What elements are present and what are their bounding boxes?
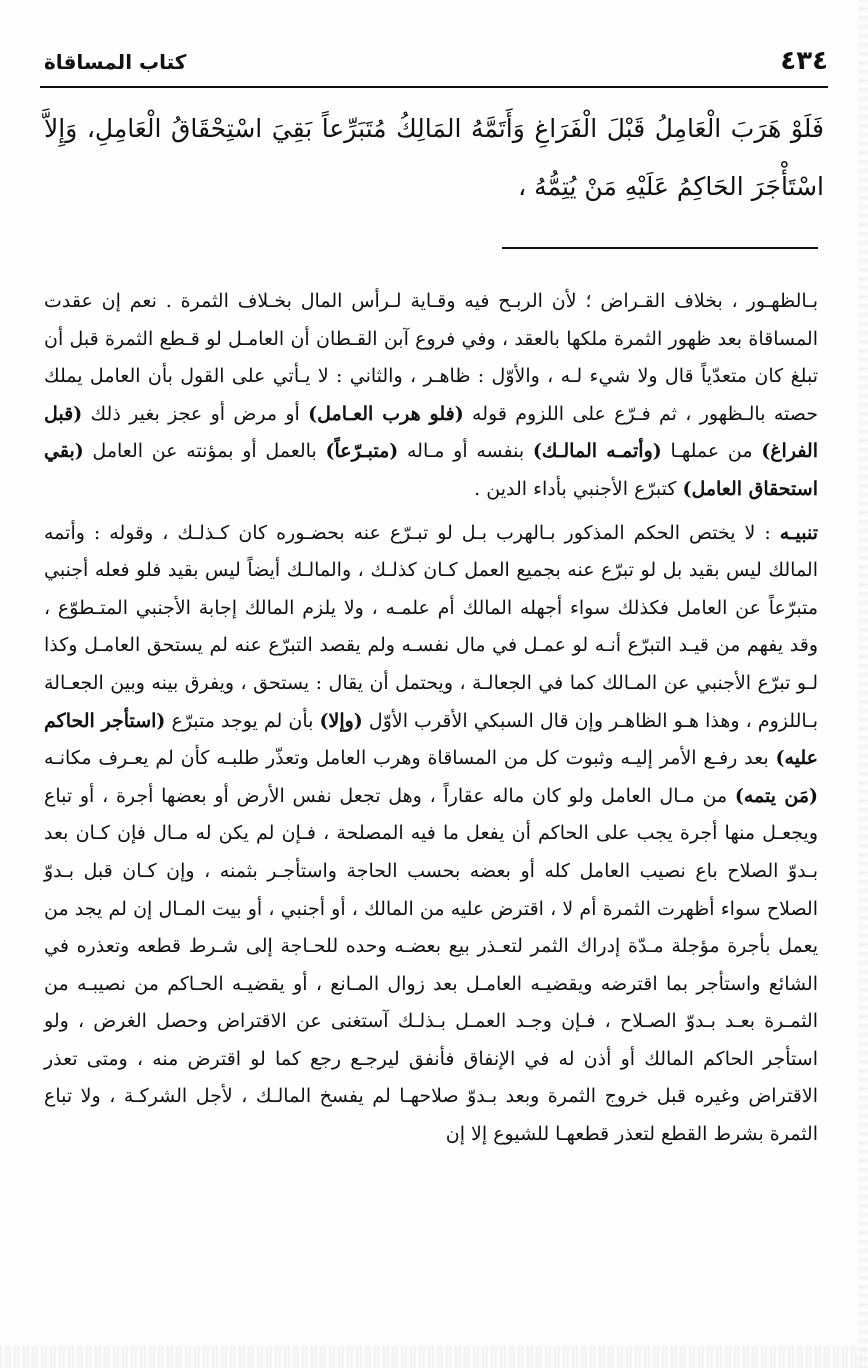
commentary-text: من عملهـا — [661, 440, 762, 463]
commentary-text: بعد رفـع الأمر إليـه وثبوت كل من المساقاة وهرب العامل وتعذّر طلبـه كأن لم يعـرف مكانـه — [44, 747, 776, 770]
quoted-matn-phrase: (وأتمـه المالـك) — [532, 440, 662, 463]
commentary-text: بأن لم يوجد متبرّع — [165, 709, 320, 732]
commentary-paragraph — [44, 283, 818, 509]
header-rule — [40, 86, 828, 88]
quoted-matn-phrase: (استأجر الحاكم عليه) — [44, 709, 818, 770]
scan-bottom-edge — [0, 1346, 868, 1368]
quoted-matn-phrase: (فلو هرب العـامل) — [308, 402, 464, 425]
quoted-matn-phrase: (متبـرّعاً) — [325, 440, 399, 463]
page-header — [40, 42, 828, 88]
footnote-divider — [502, 247, 818, 249]
quoted-matn-phrase: تنبيـه — [779, 521, 818, 544]
quoted-matn-phrase: (مَن يتمه) — [734, 784, 818, 807]
quoted-matn-phrase: (بقي استحقاق العامل) — [44, 440, 818, 500]
sharh-commentary — [44, 283, 818, 1154]
quoted-matn-phrase: (وإلا) — [319, 709, 363, 732]
quoted-matn-phrase: (قبل الفراغ) — [44, 402, 819, 463]
page-number: ٤٣٤ — [780, 46, 828, 76]
commentary-text: بـالظهـور ، بخلاف القـراض ؛ لأن الربـح فيه وقـاية لـرأس المال بخـلاف الثمرة . نعم إن عقدت المساقاة بعد ظهور الثمرة ملكها بالعقد ، وفي فروع آبن القـطان أن العامـل لو قـطع الثمرة قبل أن تبلغ كان متعدّياً قال ولا شيء لـه ، والأوّل : ظاهـر ، والثاني : لا يـأتي على القول بأن العامل يملك حصته بالـظهور ، ثم فـرّع على اللزوم قوله — [44, 290, 818, 425]
running-title: كتاب المساقاة — [44, 50, 187, 74]
commentary-text: بالعمل أو بمؤنته عن العامل — [83, 440, 326, 463]
commentary-text: : لا يختص الحكم المذكور بـالهرب بـل لو تبـرّع عنه بحضـوره كان كـذلـك ، وقوله : وأتمه المالك ليس بقيد بل لو تبرّع عنه بجميع العمل كـان كذلـك ، والمالـك أيضاً ليس بقيد فلو فعله أجنبي متبرّعاً عن العامل فكذلك سواء أجهله المالك أم علمـه ، ولا يلزم المالك إجابة الأجنبي المتـطوّع ، وقد يفهم من قيـد التبرّع أنـه لو عمـل في مال نفسـه ولم يقصد التبرّع عنه لم يستحق العامـل وكذا لـو تبرّع الأجنبي عن المـالك كما في الجعالـة ، ويحتمل أن يقال : يستحق ، ويفرق بينه وبين الجعـالة بـاللزوم ، وهذا هـو الظاهـر وإن قال السبكي الأقرب الأوّل — [44, 521, 819, 732]
matn-text: فَلَوْ هَرَبَ الْعَامِلُ قَبْلَ الْفَرَاغِ وَأَتَمَّهُ المَالِكُ مُتَبَرِّعاً بَقِيَ اسْتِحْقَاقُ الْعَامِلِ، وَإِلاَّ اسْتَأْجَرَ الحَاكِمُ عَلَيْهِ مَنْ يُتِمُّهُ ، — [44, 114, 824, 201]
commentary-text: كتبرّع الأجنبي بأداء الدين . — [474, 477, 683, 500]
scan-right-edge — [858, 0, 868, 1368]
commentary-text: بنفسه أو مـاله — [398, 440, 533, 463]
commentary-text: من مـال العامل ولو كان ماله عقاراً ، وهل تجعل نفس الأرض أو بعضها أجرة ، أو تباع ويجعـل منها أجرة يجب على الحاكم أن يفعل ما فيه المصلحة ، فـإن لم يكن له مـال فإن كـان بعد بـدوّ الصلاح باع نصيب العامل كله أو بعضه بحسب الحاجة واستأجـر بثمنه ، وإن كـان قبل بـدوّ الصلاح سواء أظهرت الثمرة أم لا ، اقترض عليه من المالك ، أو أجنبي ، أو بيت المـال إن لم يجد من يعمل بأجرة مؤجلة مـدّة إدراك الثمر لتعـذر بيع بعضـه وحده للحـاجة إلى شـرط قطعه وتعذره في الشائع واستأجر بما اقترضه ويقضيـه العامـل بعد زوال المـانع ، أو يقضيـه الحـاكم من نصيبـه من الثمـرة بعـد بـدوّ الصـلاح ، فـإن وجـد العمـل بـذلـك آستغنى عن الاقتراض وحصل الغرض ، ولو استأجر الحاكم المالك أو أذن له في الإنفاق فأنفق ليرجـع رجع كما لو اقترض منه ، ومتى تعذر الاقتراض وغيره قبل خروج الثمرة وبعد بـدوّ صلاحهـا لم يفسخ المالـك ، لأجل الشركـة ، ولا تباع الثمرة بشرط القطع لتعذر قطعهـا للشيوع إلا إن — [44, 784, 818, 1146]
commentary-text: أو مرض أو عجز بغير ذلك — [82, 402, 309, 425]
tanbih-paragraph — [44, 515, 818, 1154]
